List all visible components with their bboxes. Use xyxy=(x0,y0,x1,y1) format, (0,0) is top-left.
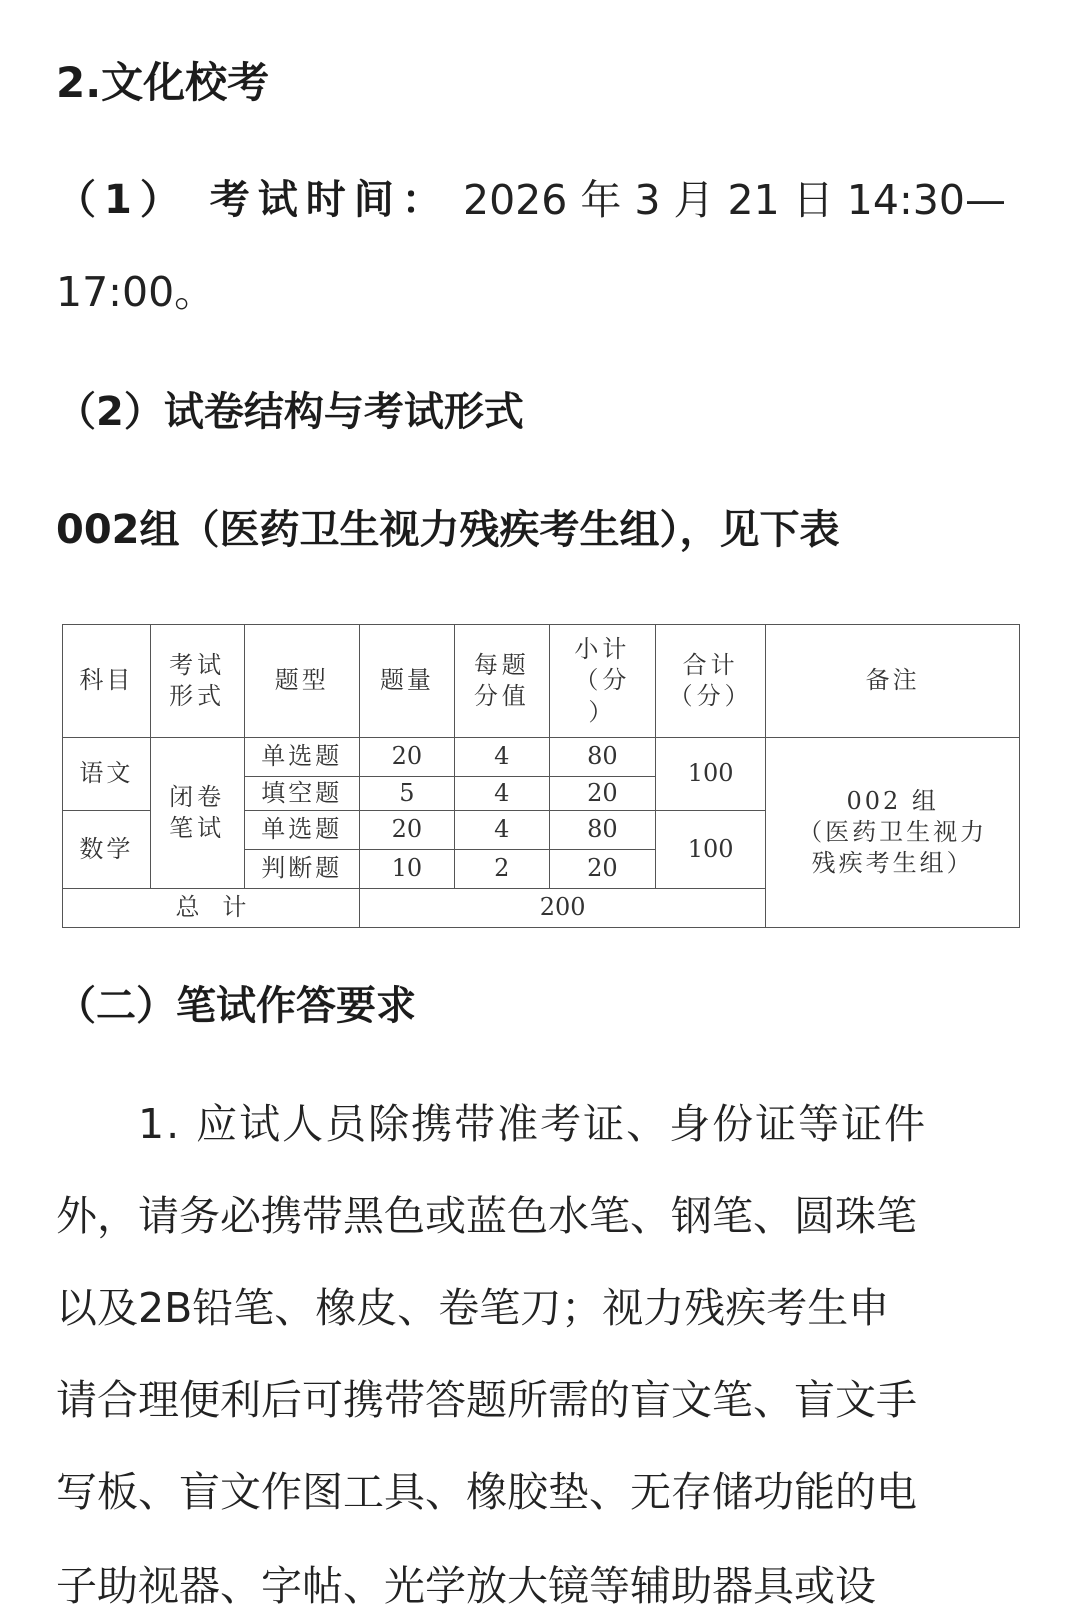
header-subject: 科目 xyxy=(63,625,151,738)
subtotal-cell: 80 xyxy=(549,738,655,777)
paragraph-line: 子助视器、字帖、光学放大镜等辅助器具或设 xyxy=(56,1562,876,1610)
question-type-cell: 单选题 xyxy=(244,738,360,777)
section-heading: 2.文化校考 xyxy=(56,58,270,107)
quantity-cell: 20 xyxy=(360,738,455,777)
exam-structure-table xyxy=(62,624,1020,928)
quantity-cell: 10 xyxy=(360,850,455,889)
structure-heading: （2）试卷结构与考试形式 xyxy=(56,389,524,435)
question-type-cell: 判断题 xyxy=(244,850,360,889)
paragraph-line: 写板、盲文作图工具、橡胶垫、无存储功能的电 xyxy=(56,1468,917,1516)
subtotal-cell: 80 xyxy=(549,811,655,850)
question-type-cell: 单选题 xyxy=(244,811,360,850)
quantity-cell: 20 xyxy=(360,811,455,850)
exam-time-label: （1） 考试时间： xyxy=(56,177,450,223)
subject-chinese: 语文 xyxy=(63,738,151,811)
grand-total-value: 200 xyxy=(360,889,766,928)
header-total: 合计 （分） xyxy=(655,625,765,738)
score-per-cell: 4 xyxy=(454,811,549,850)
remarks-cell: 002 组 （医药卫生视力 残疾考生组） xyxy=(766,738,1020,928)
exam-time-value: 2026 年 3 月 21 日 14:30— xyxy=(463,176,1006,224)
header-exam-form: 考试 形式 xyxy=(150,625,244,738)
group-heading: 002组（医药卫生视力残疾考生组），见下表 xyxy=(56,507,840,553)
header-remarks: 备注 xyxy=(766,625,1020,738)
answer-section-heading: （二）笔试作答要求 xyxy=(56,983,416,1029)
header-quantity: 题量 xyxy=(360,625,455,738)
paragraph-line: 以及2B铅笔、橡皮、卷笔刀；视力残疾考生申 xyxy=(56,1284,890,1332)
subtotal-cell: 20 xyxy=(549,777,655,811)
paragraph-line: 1. 应试人员除携带准考证、身份证等证件 xyxy=(138,1100,928,1148)
header-question-type: 题型 xyxy=(244,625,360,738)
table-header-row xyxy=(63,625,1020,738)
header-score-per: 每题 分值 xyxy=(454,625,549,738)
subtotal-cell: 20 xyxy=(549,850,655,889)
quantity-cell: 5 xyxy=(360,777,455,811)
paragraph-line: 请合理便利后可携带答题所需的盲文笔、盲文手 xyxy=(56,1376,917,1424)
table-row xyxy=(63,738,1020,777)
paragraph-line: 外，请务必携带黑色或蓝色水笔、钢笔、圆珠笔 xyxy=(56,1192,917,1240)
score-per-cell: 4 xyxy=(454,738,549,777)
header-subtotal: 小计 （分 ） xyxy=(549,625,655,738)
subject-math: 数学 xyxy=(63,811,151,889)
score-per-cell: 4 xyxy=(454,777,549,811)
exam-form-cell: 闭卷 笔试 xyxy=(150,738,244,889)
score-per-cell: 2 xyxy=(454,850,549,889)
exam-time-value-cont: 17:00。 xyxy=(56,268,216,316)
total-chinese-cell: 100 xyxy=(655,738,765,811)
total-math-cell: 100 xyxy=(655,811,765,889)
grand-total-label: 总 计 xyxy=(63,889,360,928)
question-type-cell: 填空题 xyxy=(244,777,360,811)
